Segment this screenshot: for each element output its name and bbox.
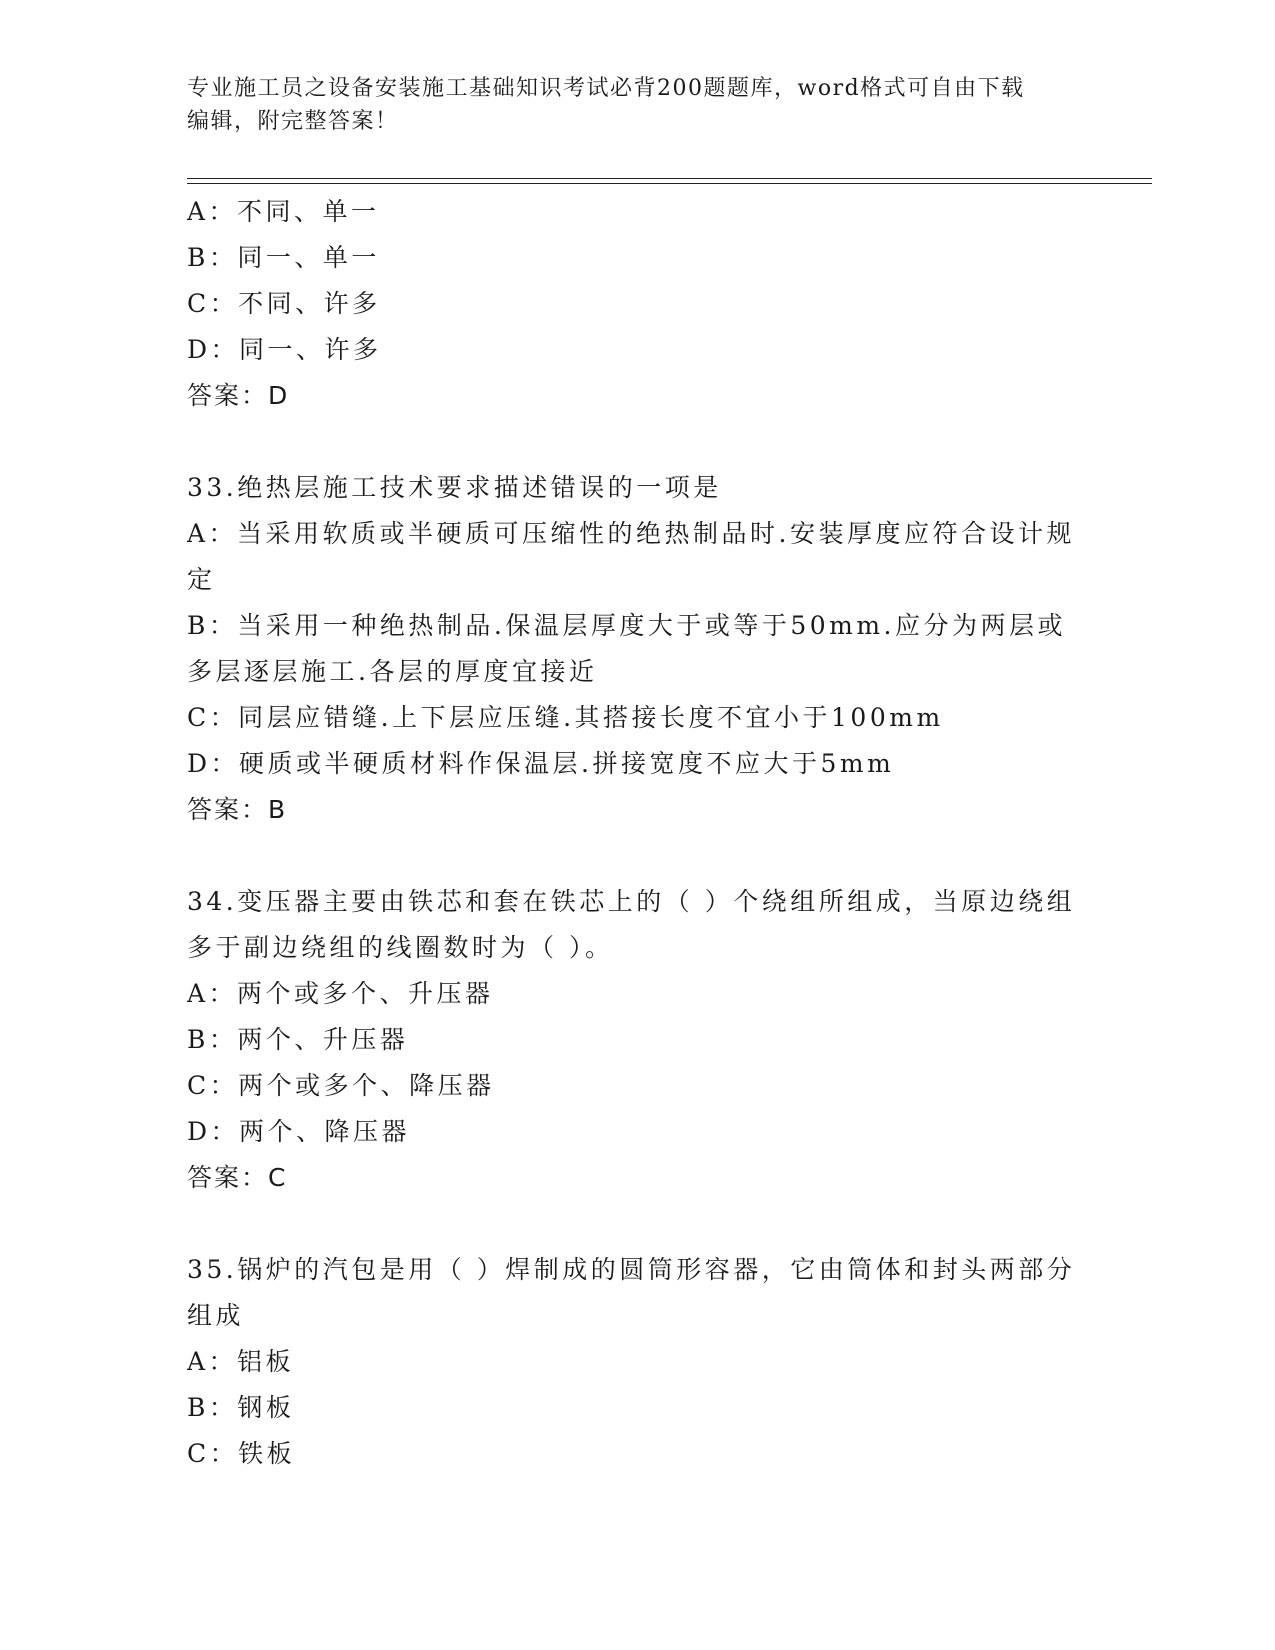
- option-a: A：两个或多个、升压器: [187, 979, 494, 1008]
- option-c: C：不同、许多: [187, 289, 381, 318]
- header-rule-top: [187, 178, 1152, 179]
- option-d: D：两个、降压器: [187, 1117, 411, 1146]
- question-list: [187, 189, 1087, 1477]
- question-35: [187, 1247, 1087, 1477]
- option-b: B：当采用一种绝热制品.保温层厚度大于或等于50mm.应分为两层或多层逐层施工.各层的厚度宜接近: [187, 611, 1066, 686]
- answer: 答案：B: [187, 795, 288, 824]
- question-stem: 33.绝热层施工技术要求描述错误的一项是: [187, 473, 722, 502]
- header-rule-bottom: [187, 183, 1152, 184]
- option-b: B：两个、升压器: [187, 1025, 409, 1054]
- option-a: A：当采用软质或半硬质可压缩性的绝热制品时.安装厚度应符合设计规定: [187, 519, 1076, 594]
- answer: 答案：C: [187, 1163, 288, 1192]
- option-c: C：两个或多个、降压器: [187, 1071, 495, 1100]
- document-header: [187, 72, 1087, 138]
- option-a: A：铝板: [187, 1347, 295, 1376]
- question-34: [187, 879, 1087, 1201]
- question-stem: 35.锅炉的汽包是用（ ）焊制成的圆筒形容器，它由筒体和封头两部分组成: [187, 1255, 1076, 1330]
- question-stem: 34.变压器主要由铁芯和套在铁芯上的（ ）个绕组所组成，当原边绕组多于副边绕组的线圈数时为（ ）。: [187, 887, 1076, 962]
- option-b: B：同一、单一: [187, 243, 380, 272]
- option-b: B：钢板: [187, 1393, 295, 1422]
- question-33: [187, 465, 1087, 833]
- answer: 答案：D: [187, 381, 290, 410]
- header-line-2: 编辑，附完整答案！: [187, 109, 399, 134]
- question-32: [187, 189, 1087, 419]
- option-a: A：不同、单一: [187, 197, 380, 226]
- header-line-1: 专业施工员之设备安装施工基础知识考试必背200题题库，word格式可自由下载: [187, 76, 1025, 101]
- option-c: C：铁板: [187, 1439, 296, 1468]
- option-c: C：同层应错缝.上下层应压缝.其搭接长度不宜小于100mm: [187, 703, 944, 732]
- option-d: D：硬质或半硬质材料作保温层.拼接宽度不应大于5mm: [187, 749, 895, 778]
- option-d: D：同一、许多: [187, 335, 382, 364]
